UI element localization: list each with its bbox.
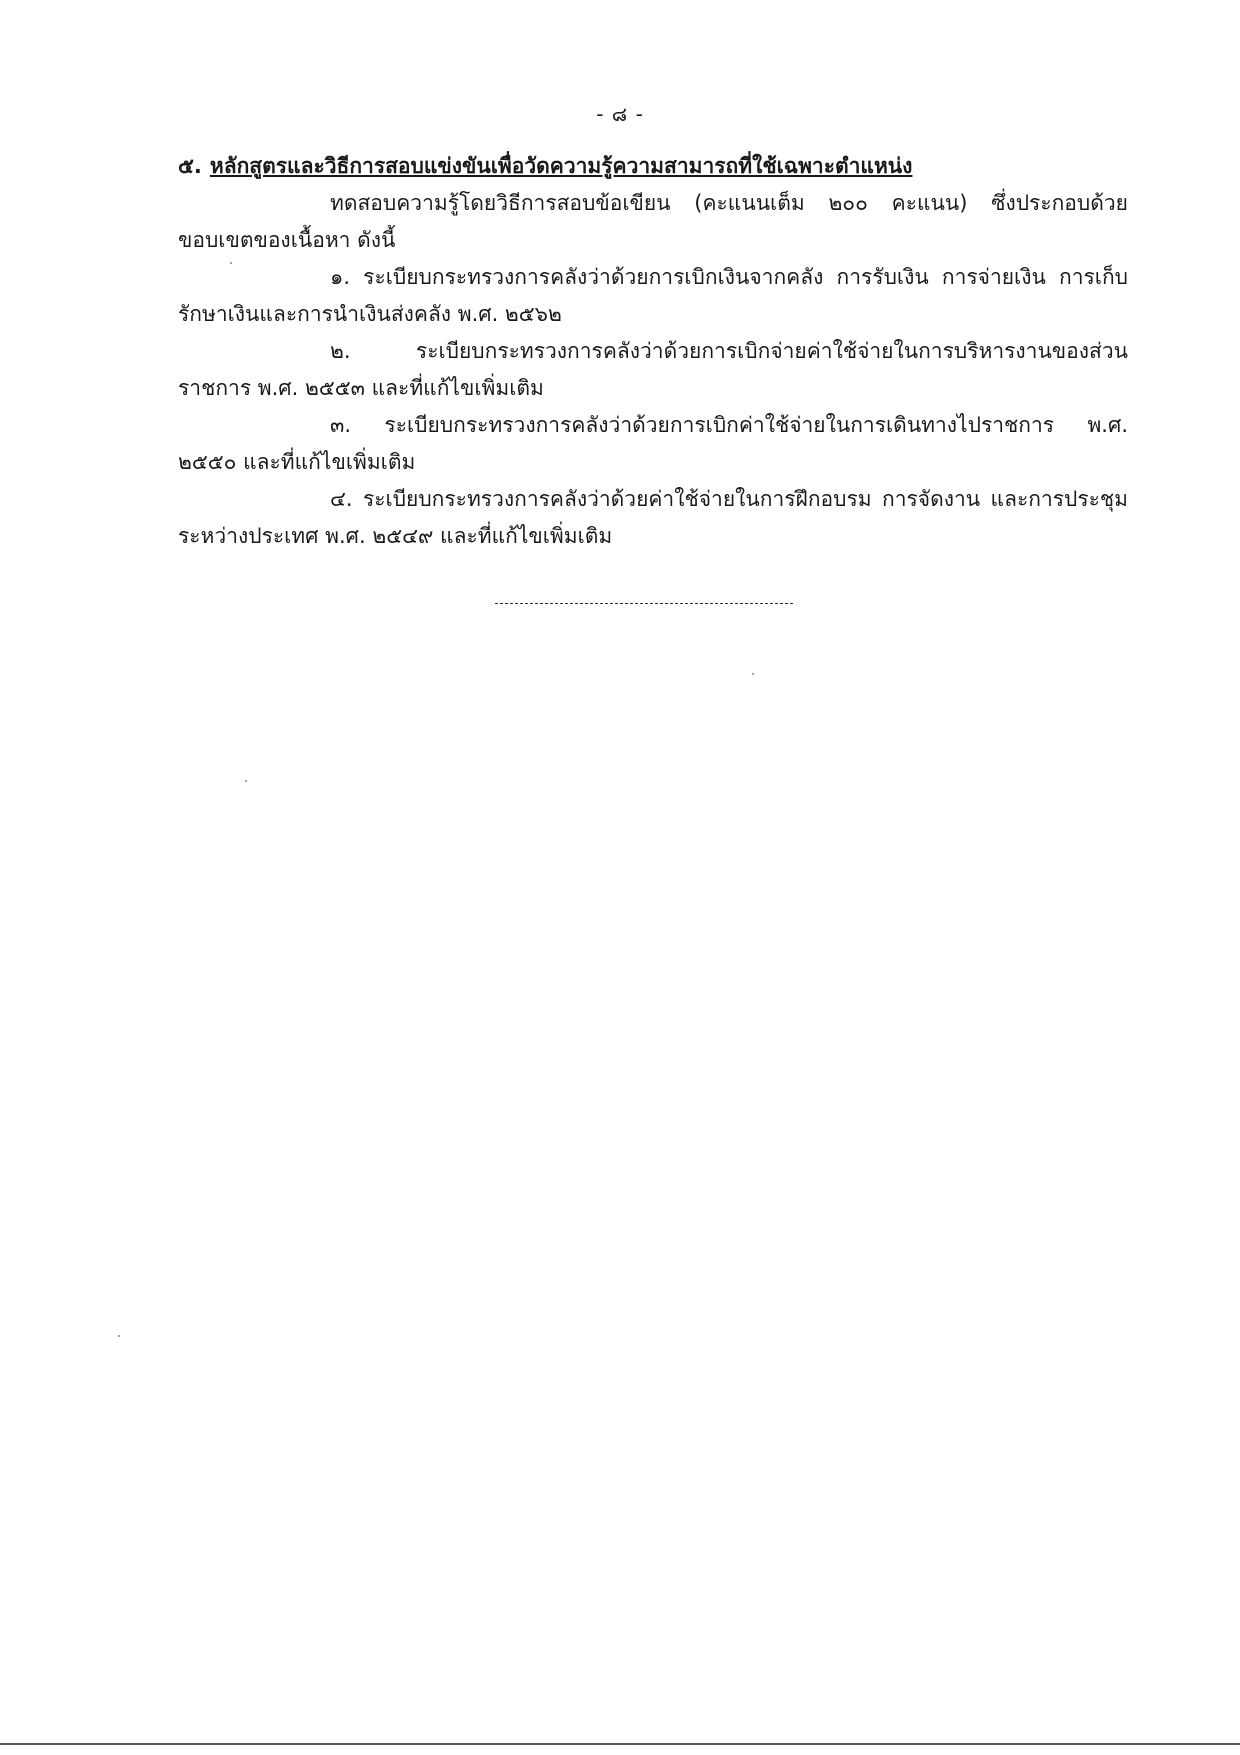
scan-speck (230, 262, 232, 264)
section-intro: ทดสอบความรู้โดยวิธีการสอบข้อเขียน (คะแนนเต็ม ๒๐๐ คะแนน) ซึ่งประกอบด้วยขอบเขตของเนื้อหา ดังนี้ (178, 191, 1128, 252)
page-bottom-rule (0, 1743, 1240, 1745)
page-number: - ๘ - (596, 102, 644, 126)
list-item: ๑. ระเบียบกระทรวงการคลังว่าด้วยการเบิกเงินจากคลัง การรับเงิน การจ่ายเงิน การเก็บรักษาเงินและการนำเงินส่งคลัง พ.ศ. ๒๕๖๒ (178, 265, 1128, 326)
section-title: หลักสูตรและวิธีการสอบแข่งขันเพื่อวัดความรู้ความสามารถที่ใช้เฉพาะตำแหน่ง (209, 154, 913, 178)
list-item: ๓. ระเบียบกระทรวงการคลังว่าด้วยการเบิกค่าใช้จ่ายในการเดินทางไปราชการ พ.ศ. ๒๕๕๐ และที่แก้ไขเพิ่มเติม (178, 413, 1128, 474)
section-number: ๕. (178, 154, 202, 178)
list-item: ๒. ระเบียบกระทรวงการคลังว่าด้วยการเบิกจ่ายค่าใช้จ่ายในการบริหารงานของส่วนราชการ พ.ศ. ๒๕๕๓ และที่แก้ไขเพิ่มเติม (178, 339, 1128, 400)
scan-speck (245, 780, 247, 782)
scan-speck (118, 1335, 120, 1337)
section-heading (178, 148, 1128, 185)
list-item: ๔. ระเบียบกระทรวงการคลังว่าด้วยค่าใช้จ่ายในการฝึกอบรม การจัดงาน และการประชุมระหว่างประเทศ พ.ศ. ๒๕๔๙ และที่แก้ไขเพิ่มเติม (178, 487, 1128, 548)
section-content (178, 148, 1128, 555)
end-divider (495, 603, 793, 604)
scan-speck (752, 673, 754, 675)
